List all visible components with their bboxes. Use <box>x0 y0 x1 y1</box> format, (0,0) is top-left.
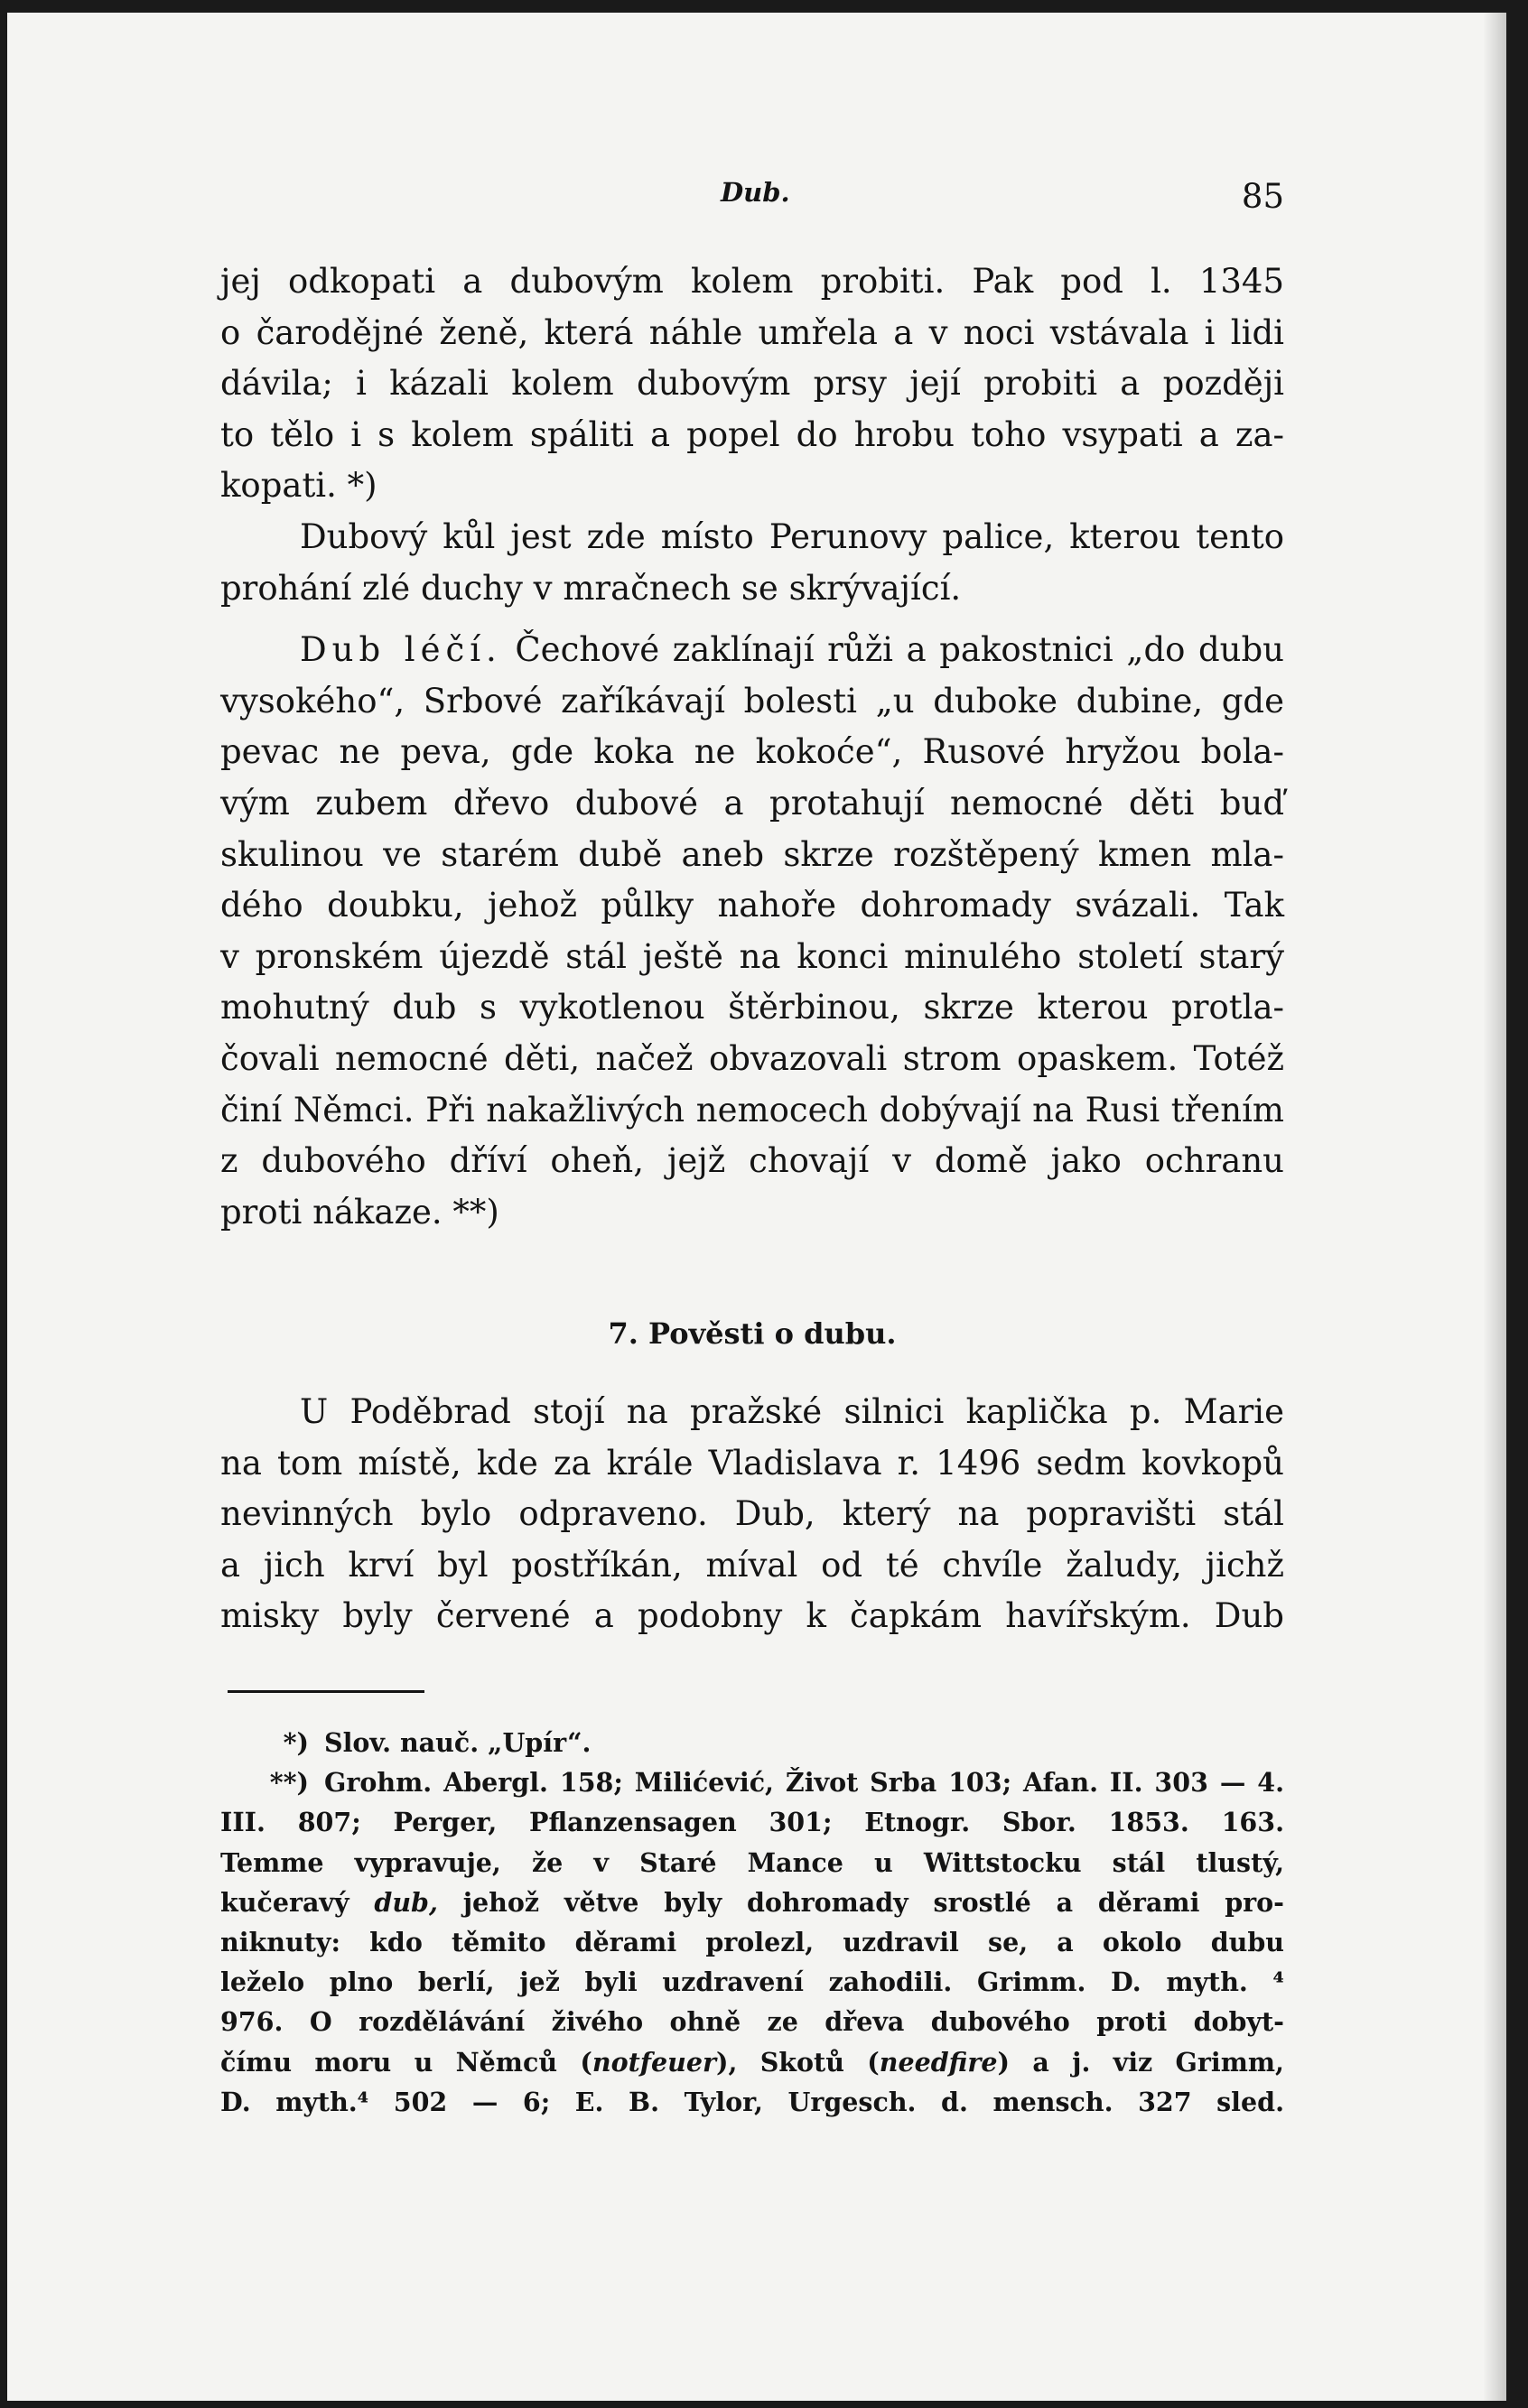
spaced-lead: Dub léčí. <box>300 630 502 670</box>
text-line: na tom místě, kde za krále Vladislava r. 1496 sedm kovkopů <box>220 1443 1284 1483</box>
section-text <box>220 1387 1284 1642</box>
text-line: jej odkopati a dubovým kolem probiti. Pak pod l. 1345 <box>220 262 1284 301</box>
footnote-2-continuation <box>220 1802 1284 2122</box>
footnote-2 <box>220 1762 1284 1802</box>
page-header <box>220 177 1284 231</box>
footnote-marker: **) <box>269 1767 309 1799</box>
running-head: Dub. <box>721 177 790 208</box>
footnote-line: D. myth.⁴ 502 — 6; E. B. Tylor, Urgesch. d. mensch. 327 sled. <box>220 2086 1284 2117</box>
text-line: misky byly červené a podobny k čapkám havířským. Dub <box>220 1596 1284 1636</box>
text-line: čovali nemocné děti, načež obvazovali strom opaskem. Totéž <box>220 1038 1284 1078</box>
text-line: v pronském újezdě stál ještě na konci minulého století starý <box>220 936 1284 976</box>
footnote-line: niknuty: kdo těmito děrami prolezl, uzdravil se, a okolo dubu <box>220 1927 1284 1958</box>
footnote-text: Slov. nauč. „Upír“. <box>324 1727 592 1758</box>
text-line: prohání zlé duchy v mračnech se skrývající. <box>220 568 962 608</box>
footnote-fragment: kučeravý <box>220 1886 349 1918</box>
text-line: a jich krví byl postříkán, míval od té chvíle žaludy, jichž <box>220 1545 1284 1585</box>
footnote-line: leželo plno berlí, jež byli uzdravení zahodili. Grimm. D. myth. ⁴ <box>220 1966 1284 1998</box>
footnote-line <box>220 1883 1284 1922</box>
footnote-fragment: ) a j. viz Grimm, <box>997 2046 1284 2078</box>
paragraph-3 <box>220 625 1284 1238</box>
footnote-italic: dub, <box>374 1886 438 1918</box>
footnote-line: Temme vypravuje, že v Staré Mance u Wittstocku stál tlustý, <box>220 1846 1284 1878</box>
text-line: proti nákaze. **) <box>220 1192 499 1232</box>
text-line: to tělo i s kolem spáliti a popel do hrobu toho vsypati a za- <box>220 414 1284 454</box>
footnote-line: III. 807; Perger, Pflanzensagen 301; Etnogr. Sbor. 1853. 163. <box>220 1807 1284 1838</box>
section-heading: 7. Pověsti o dubu. <box>608 1316 897 1351</box>
text-line <box>220 625 1284 676</box>
footnote-marker: *) <box>283 1727 309 1758</box>
footnote-fragment: čímu moru u Němců ( <box>220 2046 592 2078</box>
footnote-italic: notfeuer <box>592 2046 716 2078</box>
footnotes <box>220 1723 1284 2122</box>
footnote-1 <box>220 1723 1284 1762</box>
body-text <box>220 256 1284 1238</box>
text-line: činí Němci. Při nakažlivých nemocech dobývají na Rusi třením <box>220 1090 1284 1130</box>
text-line: Dubový kůl jest zde místo Perunovy palice, kterou tento <box>300 516 1284 556</box>
page-number: 85 <box>1241 177 1284 216</box>
footnote-line <box>220 2042 1284 2082</box>
text-line: vysokého“, Srbové zaříkávají bolesti „u duboke dubine, gde <box>220 681 1284 721</box>
text-line: kopati. *) <box>220 466 377 506</box>
text-line: dávila; i kázali kolem dubovým prsy její probiti a později <box>220 364 1284 404</box>
text-line: dého doubku, jehož půlky nahoře dohromady svázali. Tak <box>220 886 1284 925</box>
text-line: vým zubem dřevo dubové a protahují nemocné děti buď <box>220 783 1284 823</box>
footnote-fragment: ), Skotů ( <box>716 2046 880 2078</box>
text-line: pevac ne peva, gde koka ne kokoće“, Rusové hryžou bola- <box>220 732 1284 772</box>
text-line: o čarodějné ženě, která náhle umřela a v noci vstávala i lidi <box>220 312 1284 352</box>
footnote-fragment: jehož větve byly dohromady srostlé a děrami pro- <box>462 1886 1284 1918</box>
page-edge-shadow <box>1483 13 1506 2401</box>
text-line: nevinných bylo odpraveno. Dub, který na popravišti stál <box>220 1494 1284 1534</box>
text-line: z dubového dříví oheň, jejž chovají v domě jako ochranu <box>220 1141 1284 1181</box>
lead-continuation: Čechové zaklínají růži a pakostnici „do dubu <box>515 630 1285 670</box>
footnote-line: Grohm. Abergl. 158; Milićević, Život Srba 103; Afan. II. 303 — 4. <box>324 1767 1284 1799</box>
text-line: mohutný dub s vykotlenou štěrbinou, skrze kterou protla- <box>220 988 1284 1027</box>
text-line: skulinou ve starém dubě aneb skrze rozštěpený kmen mla- <box>220 834 1284 874</box>
paragraph-2 <box>220 512 1284 614</box>
paragraph-1 <box>220 256 1284 512</box>
footnote-italic: needfire <box>879 2046 998 2078</box>
text-line: U Poděbrad stojí na pražské silnici kaplička p. Marie <box>300 1392 1284 1431</box>
footnote-rule <box>228 1690 424 1693</box>
footnote-line: 976. O rozdělávání živého ohně ze dřeva dubového proti dobyt- <box>220 2006 1284 2038</box>
